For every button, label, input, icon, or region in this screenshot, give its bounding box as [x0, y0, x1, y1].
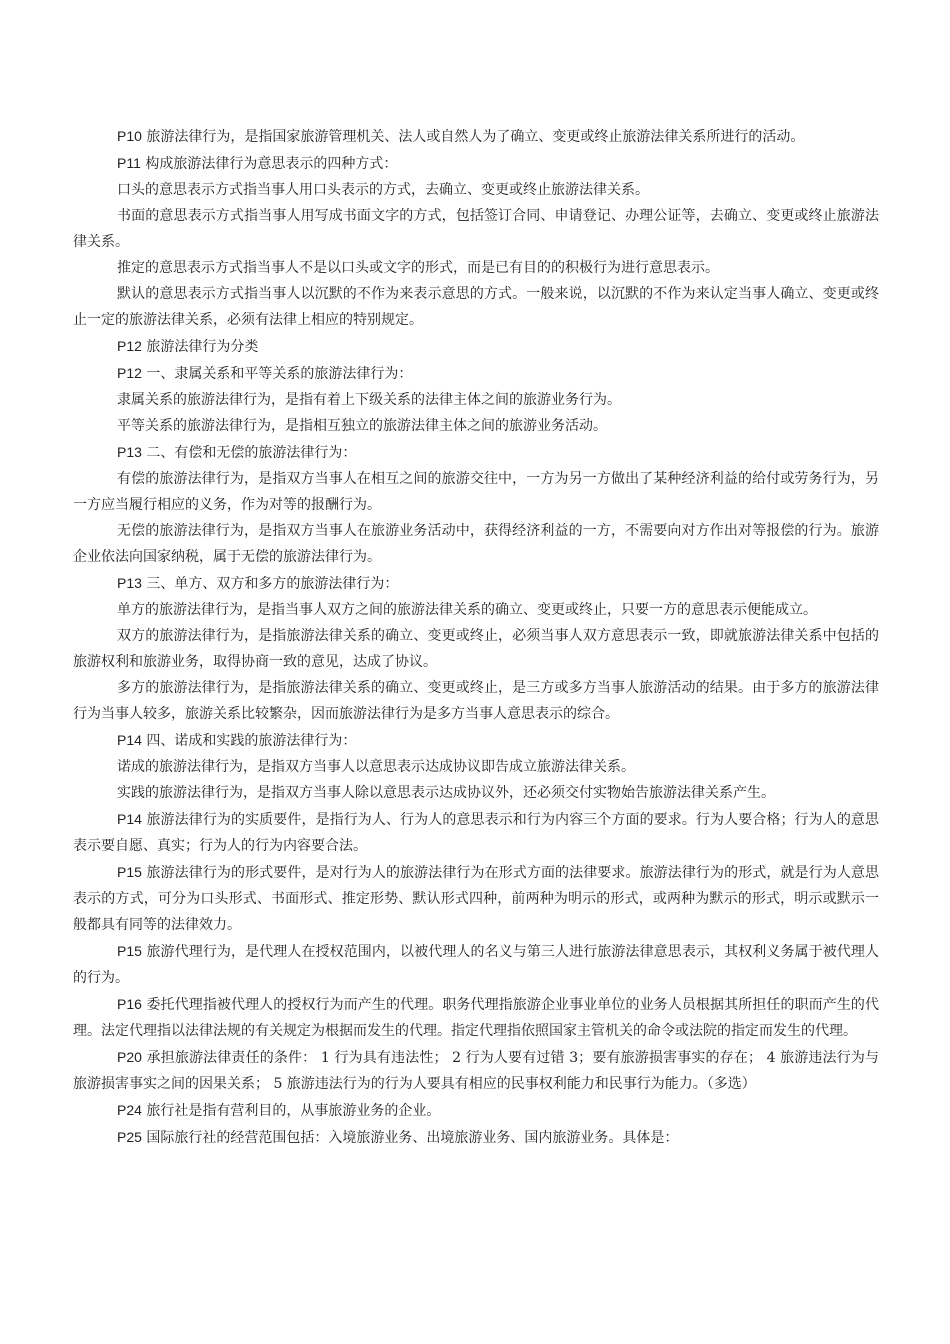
paragraph-text: 旅游法律行为分类: [141, 339, 259, 355]
paragraph-text: 双方的旅游法律行为，是指旅游法律关系的确立、变更或终止，必须当事人双方意思表示一致，即就旅游法律关系中包括的旅游权利和旅游业务，取得协商一致的意见，达成了协议。: [73, 628, 879, 670]
paragraph-p11-four-expression-forms: [73, 150, 879, 177]
paragraph-written-expression: [73, 203, 879, 255]
paragraph-text: 一、隶属关系和平等关系的旅游法律行为：: [141, 366, 413, 382]
paragraph-unpaid-act: [73, 518, 879, 570]
paragraph-p13-paid-unpaid: [73, 439, 879, 466]
page-ref: P15: [117, 943, 142, 959]
paragraph-text: 三、单方、双方和多方的旅游法律行为：: [141, 576, 399, 592]
paragraph-p14-substantive-requirements: [73, 806, 879, 859]
page-ref: P13: [117, 444, 142, 460]
paragraph-p12-subordinate-equal: [73, 360, 879, 387]
paragraph-practical-act: [73, 780, 879, 806]
paragraph-text: 诺成的旅游法律行为，是指双方当事人以意思表示达成协议即告成立旅游法律关系。: [117, 759, 635, 775]
paragraph-p25-business-scope: [73, 1124, 879, 1151]
page-ref: P10: [117, 128, 142, 144]
paragraph-bilateral-act: [73, 623, 879, 675]
paragraph-p24-travel-agency: [73, 1097, 879, 1124]
page-ref: P20: [117, 1049, 142, 1065]
paragraph-p15-agency-act: [73, 938, 879, 991]
paragraph-p20-liability-conditions: [73, 1044, 879, 1097]
paragraph-oral-expression: [73, 177, 879, 203]
paragraph-presumed-expression: [73, 255, 879, 281]
paragraph-p10-legal-act-definition: [73, 123, 879, 150]
paragraph-multilateral-act: [73, 675, 879, 727]
paragraph-p14-consensual-practical: [73, 727, 879, 754]
paragraph-text: 书面的意思表示方式指当事人用写成书面文字的方式，包括签订合同、申请登记、办理公证等，去确立、变更或终止旅游法律关系。: [73, 208, 879, 250]
document-body: [73, 123, 879, 1151]
paragraph-paid-act: [73, 466, 879, 518]
paragraph-p12-classification: [73, 333, 879, 360]
paragraph-text: 单方的旅游法律行为，是指当事人双方之间的旅游法律关系的确立、变更或终止，只要一方的意思表示便能成立。: [117, 602, 817, 618]
page-ref: P11: [117, 155, 141, 171]
paragraph-text: 旅游法律行为，是指国家旅游管理机关、法人或自然人为了确立、变更或终止旅游法律关系所进行的活动。: [141, 129, 805, 145]
paragraph-text: 有偿的旅游法律行为，是指双方当事人在相互之间的旅游交往中，一方为另一方做出了某种经济利益的给付或劳务行为，另一方应当履行相应的义务，作为对等的报酬行为。: [73, 471, 879, 513]
paragraph-text: 委托代理指被代理人的授权行为而产生的代理。职务代理指旅游企业事业单位的业务人员根据其所担任的职而产生的代理。法定代理指以法律法规的有关规定为根据而发生的代理。指定代理指依照国家主管机关的命令或法院的指定而发生的代理。: [73, 997, 879, 1039]
paragraph-unilateral-act: [73, 597, 879, 623]
paragraph-text: 旅行社是指有营利目的，从事旅游业务的企业。: [141, 1103, 441, 1119]
paragraph-p16-agency-types: [73, 991, 879, 1044]
paragraph-text: 旅游法律行为的实质要件，是指行为人、行为人的意思表示和行为内容三个方面的要求。行为人要合格；行为人的意思表示要自愿、真实；行为人的行为内容要合法。: [73, 812, 879, 854]
paragraph-text: 构成旅游法律行为意思表示的四种方式：: [140, 156, 398, 172]
page-ref: P13: [117, 575, 142, 591]
page-ref: P16: [117, 996, 142, 1012]
paragraph-text: 承担旅游法律责任的条件： 1 行为具有违法性； 2 行为人要有过错 3；要有旅游损害事实的存在； 4 旅游违法行为与旅游损害事实之间的因果关系； 5 旅游违法行为的行为人要具有相应的民事权利能力和民事行为能力。（多选）: [73, 1050, 879, 1092]
paragraph-text: 多方的旅游法律行为，是指旅游法律关系的确立、变更或终止，是三方或多方当事人旅游活动的结果。由于多方的旅游法律行为当事人较多，旅游关系比较繁杂，因而旅游法律行为是多方当事人意思表示的综合。: [73, 680, 879, 722]
paragraph-text: 默认的意思表示方式指当事人以沉默的不作为来表示意思的方式。一般来说，以沉默的不作为来认定当事人确立、变更或终止一定的旅游法律关系，必须有法律上相应的特别规定。: [73, 286, 879, 328]
paragraph-text: 无偿的旅游法律行为，是指双方当事人在旅游业务活动中，获得经济利益的一方，不需要向对方作出对等报偿的行为。旅游企业依法向国家纳税，属于无偿的旅游法律行为。: [73, 523, 879, 565]
paragraph-text: 旅游法律行为的形式要件，是对行为人的旅游法律行为在形式方面的法律要求。旅游法律行为的形式，就是行为人意思表示的方式，可分为口头形式、书面形式、推定形势、默认形式四种，前两种为明示的形式，或两种为默示的形式，明示或默示一般都具有同等的法律效力。: [73, 865, 879, 933]
page-ref: P25: [117, 1129, 142, 1145]
page-ref: P14: [117, 732, 142, 748]
paragraph-text: 隶属关系的旅游法律行为，是指有着上下级关系的法律主体之间的旅游业务行为。: [117, 392, 621, 408]
paragraph-p13-unilateral-bilateral-multilateral: [73, 570, 879, 597]
paragraph-text: 国际旅行社的经营范围包括：入境旅游业务、出境旅游业务、国内旅游业务。具体是：: [141, 1130, 679, 1146]
paragraph-text: 旅游代理行为，是代理人在授权范围内，以被代理人的名义与第三人进行旅游法律意思表示，其权利义务属于被代理人的行为。: [73, 944, 879, 986]
paragraph-text: 二、有偿和无偿的旅游法律行为：: [141, 445, 357, 461]
page-ref: P15: [117, 864, 142, 880]
paragraph-text: 实践的旅游法律行为，是指双方当事人除以意思表示达成协议外，还必须交付实物始告旅游法律关系产生。: [117, 785, 775, 801]
paragraph-text: 口头的意思表示方式指当事人用口头表示的方式，去确立、变更或终止旅游法律关系。: [117, 182, 649, 198]
paragraph-subordinate-act: [73, 387, 879, 413]
paragraph-consensual-act: [73, 754, 879, 780]
paragraph-silent-expression: [73, 281, 879, 333]
page-ref: P12: [117, 338, 142, 354]
page-ref: P24: [117, 1102, 142, 1118]
paragraph-equal-act: [73, 413, 879, 439]
paragraph-text: 推定的意思表示方式指当事人不是以口头或文字的形式，而是已有目的的积极行为进行意思表示。: [117, 260, 719, 276]
page-ref: P12: [117, 365, 142, 381]
paragraph-p15-formal-requirements: [73, 859, 879, 938]
paragraph-text: 四、诺成和实践的旅游法律行为：: [141, 733, 357, 749]
paragraph-text: 平等关系的旅游法律行为，是指相互独立的旅游法律主体之间的旅游业务活动。: [117, 418, 607, 434]
page-ref: P14: [117, 811, 142, 827]
